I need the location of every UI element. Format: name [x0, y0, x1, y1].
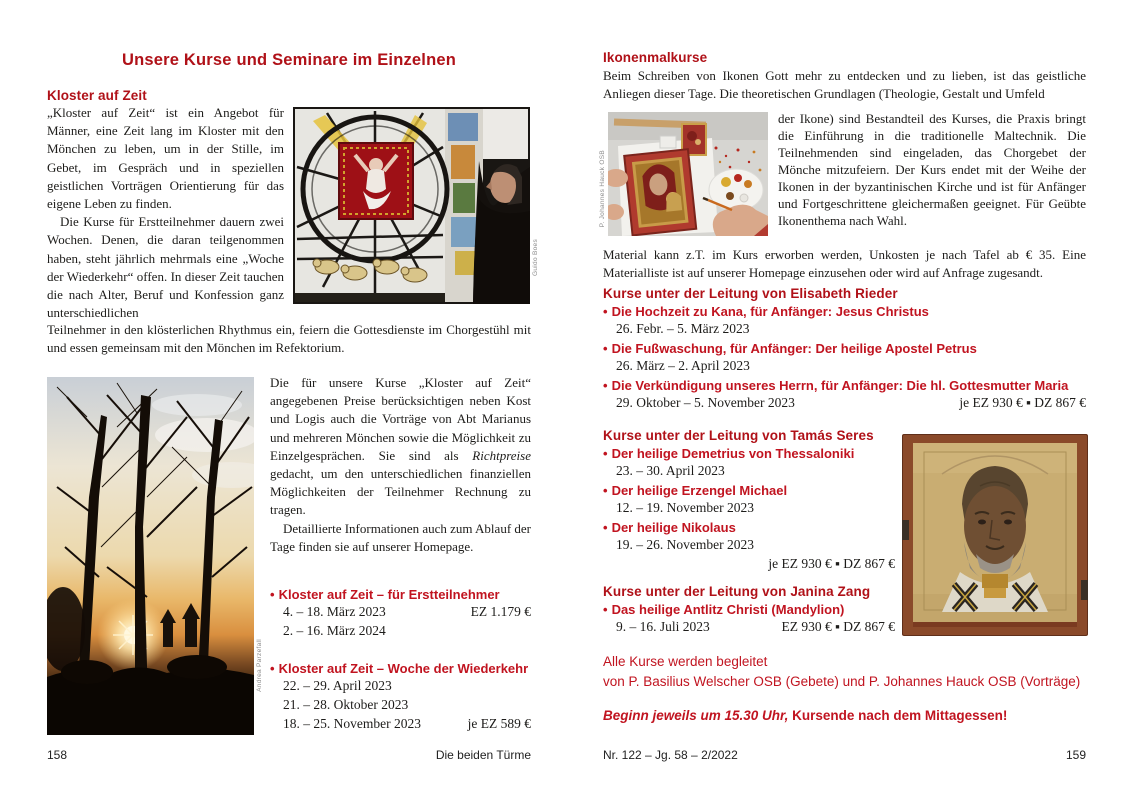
icon-painting-illustration: [608, 112, 768, 236]
note-line: von P. Basilius Welscher OSB (Gebete) und P. Johannes Hauck OSB (Vorträge): [603, 674, 1081, 689]
bullet: •: [603, 520, 608, 535]
bullet: •: [270, 661, 275, 676]
course-start-note: [603, 708, 1086, 723]
bullet: •: [603, 483, 608, 498]
bullet: •: [603, 304, 608, 319]
course-date-row: [270, 602, 531, 621]
italic-text: Richtpreise: [472, 447, 531, 463]
course-section-rieder: [603, 286, 1086, 412]
course-date-row: [603, 461, 895, 480]
course-title-text: Die Hochzeit zu Kana, für Anfänger: Jesus Christus: [611, 304, 929, 319]
course-list-wiederkehr: [270, 658, 531, 733]
page-number-right: 159: [1065, 748, 1086, 762]
course-date-row: [270, 714, 531, 733]
course-section-heading: Kurse unter der Leitung von Elisabeth Rieder: [603, 286, 898, 301]
bullet: •: [603, 378, 608, 393]
nicholas-icon-photo: [902, 434, 1088, 636]
course-date: 23. – 30. April 2023: [616, 463, 725, 478]
course-section-zang: [603, 584, 895, 636]
photo-credit: Andrea Parzefall: [256, 639, 263, 692]
course-date-row: [270, 695, 531, 714]
text: Die für unsere Kurse „Kloster auf Zeit“ angegebenen Preise berücksichtigen neben Kost und Logis auch die Vorträge von Abt Marianus und mehreren Mönchen sowie die Möglichkeit zu Einzelgesprächen. Sie sind als: [270, 375, 531, 463]
bullet: •: [603, 341, 608, 356]
course-date-row: [270, 621, 531, 640]
course-title-text: Das heilige Antlitz Christi (Mandylion): [611, 602, 845, 617]
course-title-text: Der heilige Erzengel Michael: [611, 483, 788, 498]
accompaniment-note: [603, 652, 1086, 692]
course-section-heading: Kurse unter der Leitung von Janina Zang: [603, 584, 871, 599]
paragraph: Detaillierte Informationen auch zum Ablauf der Tage finden sie auf unserer Homepage.: [270, 520, 531, 554]
ikonen-text-beside-photo: der Ikone) sind Bestandteil des Kurses, die Praxis bringt die Einführung in die traditionelle Maltechnik. Die Teilnehmenden sind eingeladen, das Chorgebet der Mönche mitzufeiern. Der Kurs endet mit der Weihe der Ikonen in der byzantinischen Kirche und ist für Anfänger und Fortgeschrittene gleichermaßen geeignet. Für Geübte Ikonenthema nach Wahl.: [778, 111, 1086, 228]
course-title: [603, 520, 895, 535]
course-title: [603, 341, 1086, 356]
course-date: 12. – 19. November 2023: [616, 500, 754, 515]
course-title-text: Die Fußwaschung, für Anfänger: Der heilige Apostel Petrus: [611, 341, 977, 356]
course-date: 19. – 26. November 2023: [616, 537, 754, 552]
course-date: 21. – 28. Oktober 2023: [283, 697, 409, 712]
course-date: 26. März – 2. April 2023: [616, 358, 750, 373]
sunset-trees-photo: [47, 377, 263, 735]
photo-credit: Guido Boes: [532, 239, 539, 276]
section-heading-ikonenmalkurse: Ikonenmalkurse: [603, 50, 708, 65]
course-section-seres: [603, 428, 895, 572]
course-date-row: [603, 393, 1086, 412]
course-date-row: [603, 356, 1086, 375]
course-title: [603, 378, 1086, 393]
course-price: EZ 1.179 €: [470, 604, 531, 619]
footer-magazine-name: Die beiden Türme: [435, 748, 531, 762]
bullet: •: [270, 587, 275, 602]
sunset-trees-illustration: [47, 377, 254, 735]
page-title: Unsere Kurse und Seminare im Einzelnen: [121, 51, 457, 69]
course-date: 2. – 16. März 2024: [283, 623, 386, 638]
group-price: je EZ 930 € ▪ DZ 867 €: [768, 556, 895, 571]
paragraph: Die Kurse für Erstteilnehmer dauern zwei Wochen. Denen, die daran teilgenommen haben, steht jährlich mehrmals eine „Woche der Wiederkehr“ offen. In dieser Zeit tauchen die nach Alter, Beruf und Konfession ganz unterschiedlichen: [47, 214, 284, 321]
course-title: [603, 446, 895, 461]
course-title: [270, 587, 531, 602]
course-title-text: Der heilige Nikolaus: [611, 520, 736, 535]
page-number-left: 158: [47, 748, 68, 762]
icon-painting-photo: [599, 112, 768, 236]
course-section-heading: Kurse unter der Leitung von Tamás Seres: [603, 428, 874, 443]
course-price: je EZ 589 €: [467, 716, 531, 731]
course-title: [603, 602, 895, 617]
course-date: 26. Febr. – 5. März 2023: [616, 321, 750, 336]
kloster-intro-column: [47, 104, 284, 322]
ikonen-intro: Beim Schreiben von Ikonen Gott mehr zu entdecken und zu lieben, ist das geistliche Anliegen dieser Tage. Die theoretischen Grundlagen (Theologie, Gestalt und Umfeld: [603, 68, 1086, 102]
material-info: Material kann z.T. im Kurs erworben werden, Unkosten je nach Tafel ab € 35. Eine Materialliste ist auf unserer Homepage einzusehen oder wird auf Anfrage zugesandt.: [603, 247, 1086, 280]
note-line: Alle Kurse werden begleitet: [603, 654, 768, 669]
nicholas-icon-illustration: [902, 434, 1088, 636]
course-date: 29. Oktober – 5. November 2023: [616, 395, 795, 410]
paragraph: „Kloster auf Zeit“ ist ein Angebot für Männer, eine Zeit lang im Kloster mit den Mönchen zu leben, um in der Stille, im Gebet, im Gespräch und in speziellen geistlichen Vorträgen Orientierung für das eigene Leben zu finden.: [47, 105, 284, 212]
section-heading-kloster-auf-zeit: Kloster auf Zeit: [47, 88, 147, 103]
stained-glass-photo: [293, 107, 539, 304]
paragraph: [270, 374, 531, 520]
course-title-text: Kloster auf Zeit – für Erstteilnehmer: [278, 587, 500, 602]
course-date-row: [603, 617, 895, 636]
bullet: •: [603, 446, 608, 461]
course-title-text: Der heilige Demetrius von Thessaloniki: [611, 446, 855, 461]
course-date-row: [603, 535, 895, 554]
course-price: je EZ 930 € ▪ DZ 867 €: [959, 395, 1086, 410]
price-info-column: [270, 374, 531, 556]
bullet: •: [603, 602, 608, 617]
course-date: 22. – 29. April 2023: [283, 678, 392, 693]
course-date-row: [603, 319, 1086, 338]
start-time-italic: Beginn jeweils um 15.30 Uhr,: [603, 708, 789, 723]
photo-credit: P. Johannes Hauck OSB: [599, 150, 606, 228]
course-list-erstteilnehmer: [270, 584, 531, 640]
course-date: 4. – 18. März 2023: [283, 604, 386, 619]
course-date-row: [270, 676, 531, 695]
footer-issue-info: Nr. 122 – Jg. 58 – 2/2022: [603, 748, 738, 762]
course-date: 18. – 25. November 2023: [283, 716, 421, 731]
course-title: [603, 304, 1086, 319]
course-date-row: [603, 498, 895, 517]
course-title-text: Kloster auf Zeit – Woche der Wiederkehr: [278, 661, 529, 676]
text: gedacht, um den unterschiedlichen finanziellen Möglichkeiten der Teilnehmer Rechnung zu tragen.: [270, 466, 531, 518]
course-date: 9. – 16. Juli 2023: [616, 619, 710, 634]
course-title-text: Die Verkündigung unseres Herrn, für Anfänger: Die hl. Gottesmutter Maria: [611, 378, 1069, 393]
stained-glass-window-illustration: [293, 107, 530, 304]
course-title: [270, 661, 531, 676]
course-title: [603, 483, 895, 498]
start-note-rest: Kursende nach dem Mittagessen!: [788, 708, 1008, 723]
paragraph-continuation: Teilnehmer in den klösterlichen Rhythmus ein, feiern die Gottesdienste im Chorgestühl mit und essen gemeinsam mit den Mönchen im Refektorium.: [47, 322, 531, 356]
course-price: EZ 930 € ▪ DZ 867 €: [781, 619, 895, 634]
